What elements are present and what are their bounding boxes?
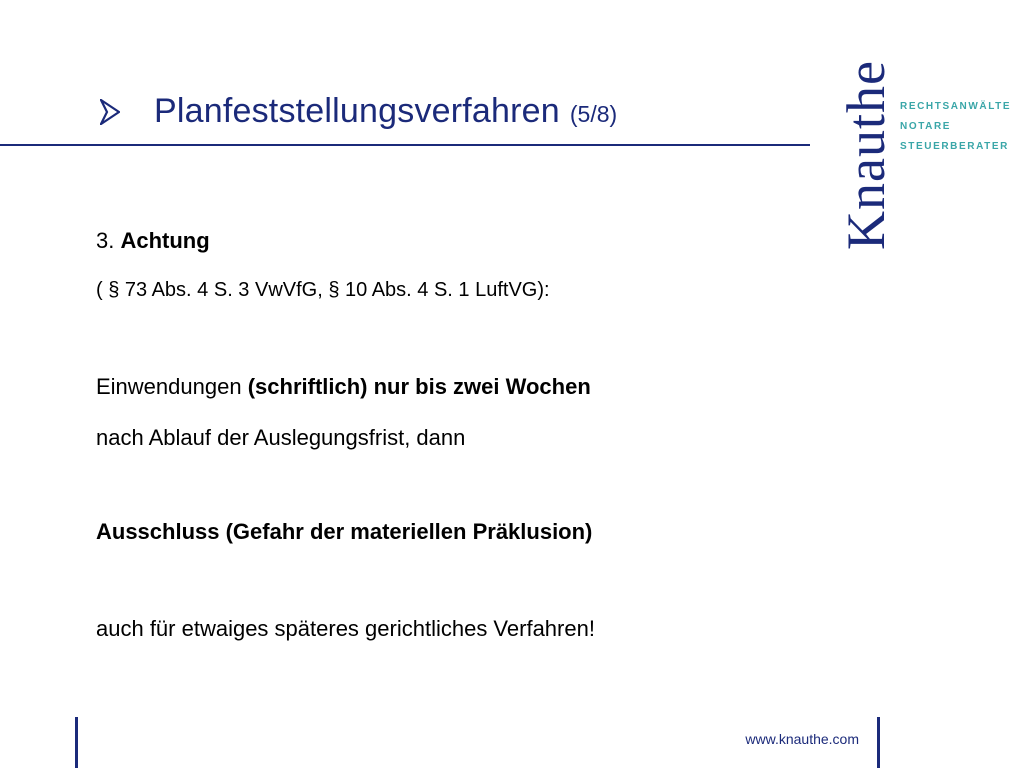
preclusion-line: Ausschluss (Gefahr der materiellen Präklusion) (96, 519, 593, 544)
objections-text: Einwendungen (96, 374, 242, 399)
item-heading: Achtung (120, 228, 210, 253)
logo-tag-rechtsanwaelte: RECHTSANWÄLTE (900, 101, 1012, 112)
deadline-line: nach Ablauf der Auslegungsfrist, dann (96, 425, 466, 450)
legal-citation: ( § 73 Abs. 4 S. 3 VwVfG, § 10 Abs. 4 S. 1 LuftVG): (96, 279, 550, 301)
logo-taglines (900, 97, 1011, 157)
footer-website-link[interactable]: www.knauthe.com (745, 731, 859, 747)
footer-bar-right (877, 717, 880, 768)
objections-deadline: (schriftlich) nur bis zwei Wochen (247, 374, 591, 399)
title-main: Planfeststellungsverfahren (154, 92, 560, 130)
logo-tag-notare: NOTARE (900, 121, 952, 132)
title-underline (0, 144, 810, 146)
objections-line (96, 374, 591, 400)
logo-wordmark: Knauthe (836, 60, 896, 250)
title-page-indicator: (5/8) (569, 101, 618, 127)
arrowhead-bullet-icon (100, 99, 120, 125)
item-number: 3. (96, 228, 115, 253)
logo-tag-steuerberater: STEUERBERATER (900, 141, 1009, 152)
footer-bar-left (75, 717, 78, 768)
court-proceedings-line: auch für etwaiges späteres gerichtliches Verfahren! (96, 616, 595, 641)
slide-title (100, 92, 617, 131)
item-heading-line (96, 228, 210, 254)
